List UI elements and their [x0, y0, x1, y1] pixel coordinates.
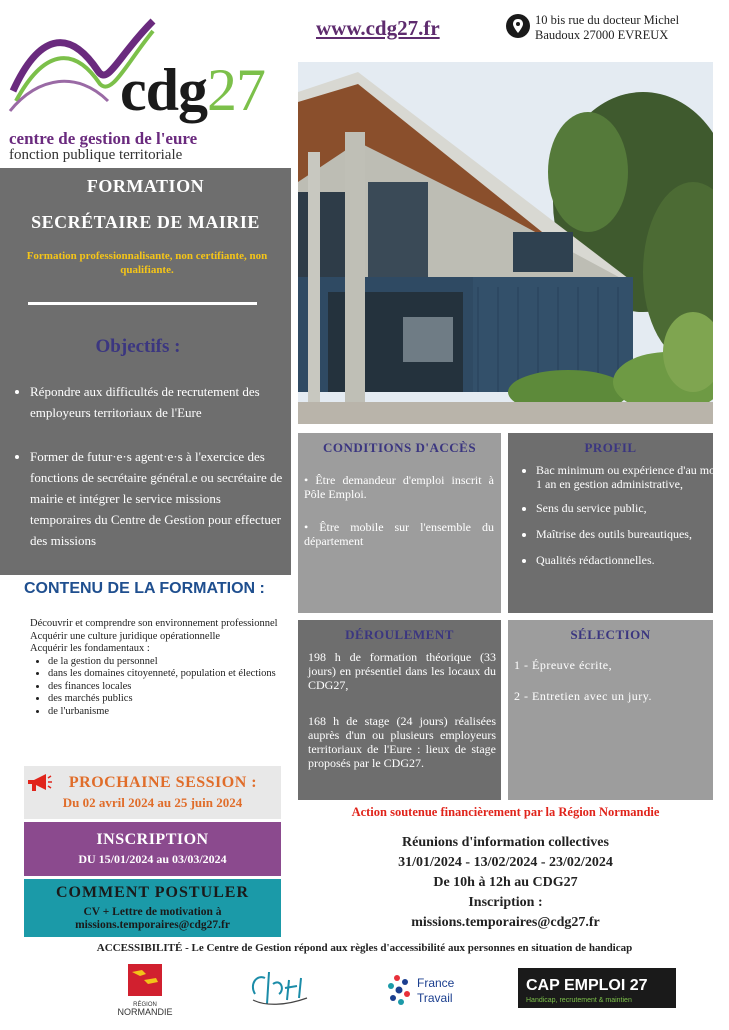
- profil-item: • Qualités rédactionnelles.: [536, 553, 729, 567]
- building-photo: [298, 62, 713, 424]
- profil-list: [508, 463, 729, 567]
- deroulement-title: DÉROULEMENT: [345, 627, 454, 642]
- cap-emploi-logo: [518, 968, 676, 1008]
- accessibility-notice: ACCESSIBILITÉ - Le Centre de Gestion répond aux règles d'accessibilité aux personnes en situation de handicap: [96, 942, 633, 954]
- content-line: Acquérir les fondamentaux :: [30, 643, 150, 654]
- content-body: [30, 618, 282, 718]
- content-intro: Découvrir et comprendre son environnement professionnel: [30, 618, 278, 629]
- france-travail-text-1: France: [417, 976, 455, 990]
- content-item: • dans les domaines citoyenneté, population et élections: [48, 668, 282, 681]
- content-title: CONTENU DE LA FORMATION :: [24, 580, 265, 597]
- objective-item: • Répondre aux difficultés de recrutement des employeurs territoriaux de l'Eure: [30, 381, 284, 423]
- info-meetings: [298, 833, 713, 933]
- formation-title-2: SECRÉTAIRE DE MAIRIE: [31, 212, 260, 232]
- postuler-email-link[interactable]: missions.temporaires@cdg27.fr: [75, 919, 230, 931]
- logo-subtitle-1: centre de gestion de l'eure: [9, 129, 198, 148]
- location-pin-icon: [506, 14, 530, 38]
- selection-item: 1 - Épreuve écrite,: [514, 658, 613, 672]
- cdg-logo-text: cdg27: [120, 57, 265, 123]
- deroulement-para: 168 h de stage (24 jours) réalisées auprès d'un ou plusieurs employeurs territoriaux de l'Eure : lieux de stage proposés par le CDG27.: [308, 714, 496, 770]
- france-travail-logo: [385, 970, 480, 1010]
- address-line: Baudoux 27000 EVREUX: [535, 28, 669, 42]
- session-dates: Du 02 avril 2024 au 25 juin 2024: [62, 795, 243, 810]
- conditions-title: CONDITIONS D'ACCÈS: [322, 440, 477, 455]
- objective-item: • Former de futur·e·s agent·e·s à l'exercice des fonctions de secrétaire général.e ou secrétaire de mairie et intégrer le service missions temporaires du Centre de Gestion pour effectuer des missions: [30, 446, 284, 551]
- selection-title: SÉLECTION: [570, 627, 651, 642]
- postuler-title: COMMENT POSTULER: [55, 884, 250, 901]
- megaphone-icon: [26, 772, 52, 794]
- logo-subtitle-2: fonction publique territoriale: [9, 147, 183, 163]
- meetings-dates: 31/01/2024 - 13/02/2024 - 23/02/2024: [398, 855, 613, 870]
- objectives-list: [14, 381, 284, 574]
- divider: [28, 302, 257, 305]
- postuler-body: [24, 906, 281, 932]
- content-line: Acquérir une culture juridique opérationnelle: [30, 630, 221, 642]
- address: [535, 13, 715, 43]
- website-link[interactable]: www.cdg27.fr: [316, 16, 440, 40]
- profil-title: PROFIL: [584, 440, 637, 455]
- meetings-inscription: Inscription :: [468, 895, 543, 910]
- region-normandie-logo: [112, 962, 178, 1018]
- normandie-text-1: RÉGION: [133, 1002, 157, 1008]
- address-line: 10 bis rue du docteur Michel: [535, 13, 680, 27]
- conditions-item: • Être mobile sur l'ensemble du département: [304, 520, 494, 548]
- selection-item: 2 - Entretien avec un jury.: [514, 689, 653, 703]
- meetings-title: Réunions d'information collectives: [402, 835, 609, 850]
- france-travail-text-2: Travail: [417, 991, 453, 1005]
- cnfpt-logo: [245, 964, 315, 1014]
- profil-item: • Sens du service public,: [536, 501, 729, 515]
- session-title: PROCHAINE SESSION :: [68, 774, 258, 791]
- normandie-text-2: NORMANDIE: [117, 1007, 173, 1017]
- conditions-box: [298, 433, 501, 613]
- cap-emploi-subtext: Handicap, recrutement & maintien: [526, 997, 632, 1004]
- profil-item: • Maîtrise des outils bureautiques,: [536, 527, 729, 541]
- content-item: • de la gestion du personnel: [48, 656, 282, 669]
- inscription-title: INSCRIPTION: [96, 831, 209, 848]
- cap-emploi-text: CAP EMPLOI 27: [526, 977, 648, 994]
- formation-subtitle: Formation professionnalisante, non certifiante, non qualifiante.: [26, 250, 268, 276]
- content-item: • des finances locales: [48, 681, 282, 694]
- objectives-title: Objectifs :: [95, 336, 181, 357]
- inscription-dates: DU 15/01/2024 au 03/03/2024: [78, 852, 227, 866]
- conditions-item: • Être demandeur d'emploi inscrit à Pôle Emploi.: [304, 473, 494, 501]
- content-list: [30, 656, 282, 719]
- deroulement-box: [298, 620, 501, 800]
- meetings-time: De 10h à 12h au CDG27: [433, 875, 578, 890]
- profil-box: [508, 433, 729, 613]
- deroulement-para: 198 h de formation théorique (33 jours) en présentiel dans les locaux du CDG27,: [308, 650, 496, 692]
- postuler-line: CV + Lettre de motivation à: [83, 906, 222, 918]
- meetings-email-link[interactable]: missions.temporaires@cdg27.fr: [411, 915, 600, 930]
- profil-item: • Bac minimum ou expérience d'au moins 1 an en gestion administrative,: [536, 463, 729, 491]
- content-item: • des marchés publics: [48, 693, 282, 706]
- content-item: • de l'urbanisme: [48, 706, 282, 719]
- funding-notice: Action soutenue financièrement par la Région Normandie: [351, 805, 660, 819]
- selection-box: [508, 620, 713, 800]
- formation-title: FORMATION: [86, 176, 205, 196]
